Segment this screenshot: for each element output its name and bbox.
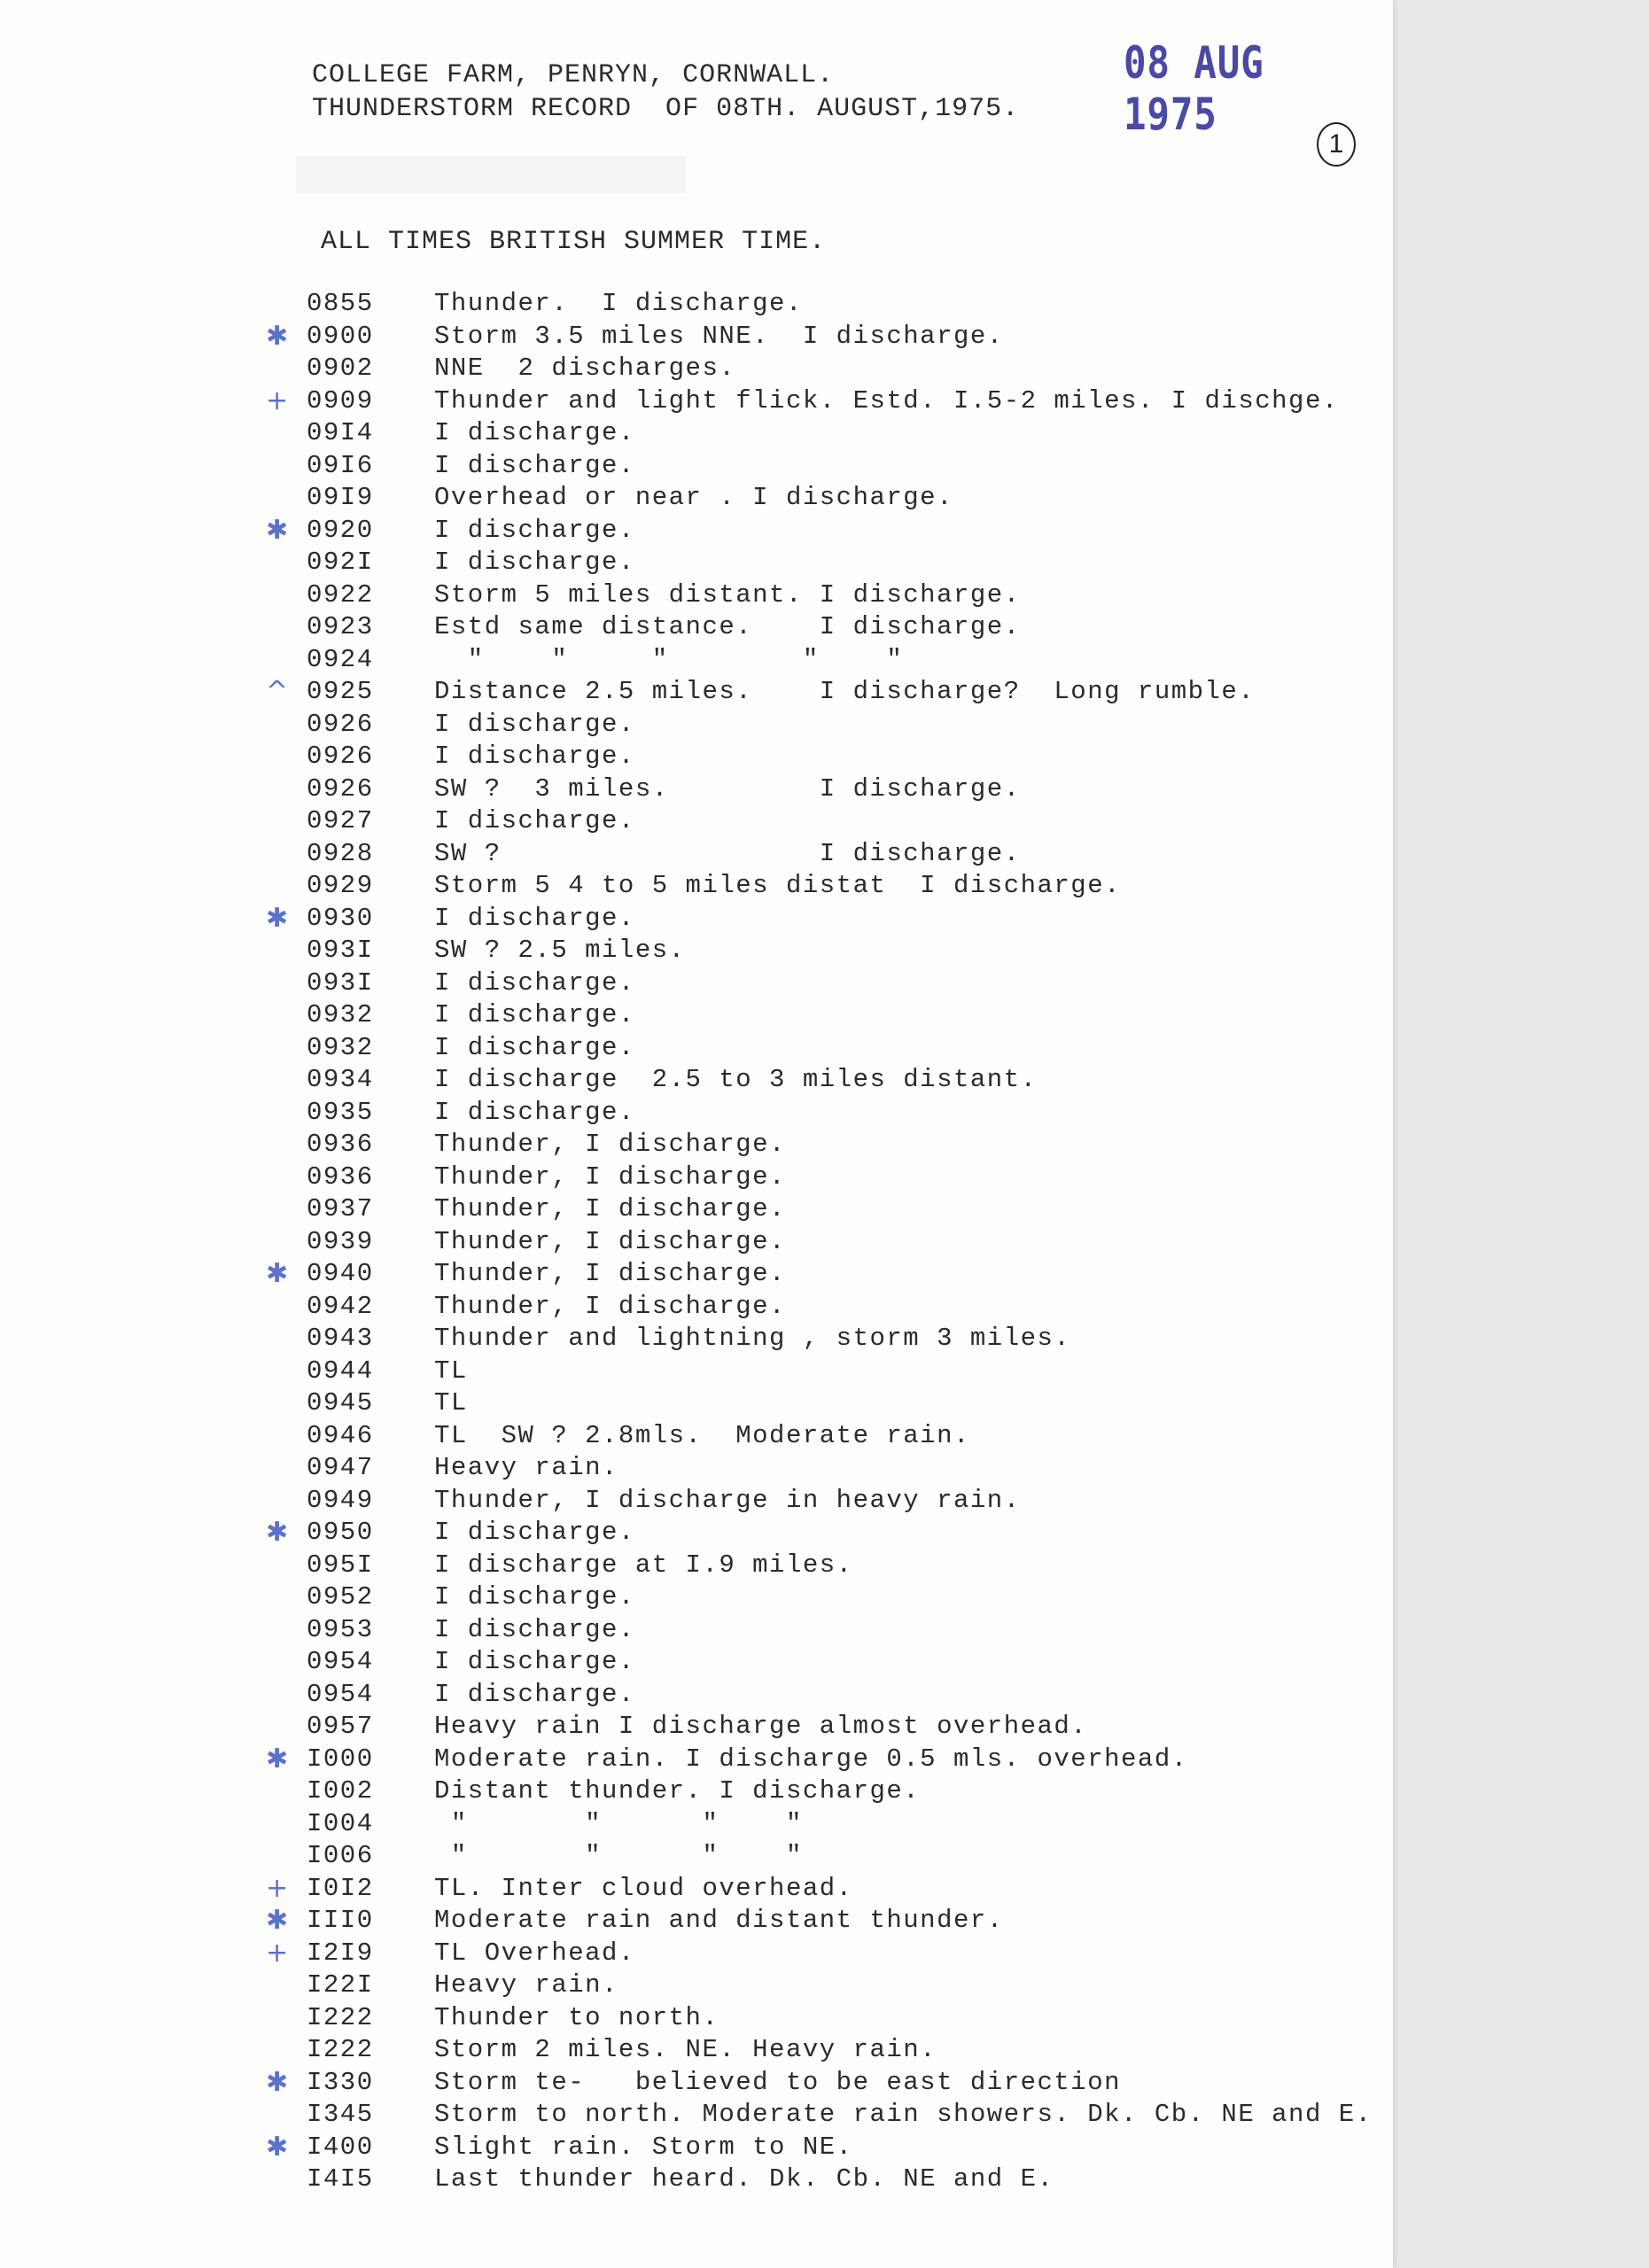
entry-text: I discharge. xyxy=(434,1097,635,1127)
entry-text: Thunder, I discharge in heavy rain. xyxy=(434,1485,1021,1515)
log-entry xyxy=(0,1065,1393,1098)
entry-text: Thunder, I discharge. xyxy=(434,1259,786,1288)
entry-text: Heavy rain. xyxy=(434,1453,618,1482)
entry-text: I discharge. xyxy=(434,1518,635,1547)
log-entry xyxy=(0,1938,1393,1971)
log-entry xyxy=(0,2164,1393,2197)
log-entry xyxy=(0,1324,1393,1356)
entry-time: 0929 xyxy=(307,871,374,900)
log-entry xyxy=(0,1744,1393,1777)
entry-time: 0928 xyxy=(307,838,374,868)
entry-time: 0925 xyxy=(307,677,374,706)
entry-time: III0 xyxy=(307,1906,374,1935)
entry-time: I000 xyxy=(307,1744,374,1774)
entry-text: Thunder to north. xyxy=(434,2002,719,2032)
entry-time: 0947 xyxy=(307,1453,374,1482)
entry-time: 0924 xyxy=(307,644,374,674)
entry-text: " " " " xyxy=(434,1808,803,1838)
entry-text: Thunder and light flick. Estd. I.5-2 miles. I dischge. xyxy=(434,385,1339,416)
entry-text: Heavy rain I discharge almost overhead. xyxy=(434,1712,1088,1741)
entry-text: I discharge. xyxy=(434,903,635,933)
entry-text: Last thunder heard. Dk. Cb. NE and E. xyxy=(434,2164,1054,2194)
entry-time: 0943 xyxy=(307,1324,374,1353)
entry-time: 0920 xyxy=(307,515,374,545)
entry-text: I discharge. xyxy=(434,515,635,545)
entry-text: Distant thunder. I discharge. xyxy=(434,1776,921,1806)
entry-text: I discharge. xyxy=(434,418,635,447)
log-entry xyxy=(0,2035,1393,2068)
entry-time: 0936 xyxy=(307,1130,374,1159)
entry-time: 0922 xyxy=(307,579,374,610)
entry-time: 0855 xyxy=(307,289,374,318)
entry-text: Estd same distance. I discharge. xyxy=(434,612,1021,641)
log-entries xyxy=(0,289,1393,2197)
log-entry xyxy=(0,1809,1393,1842)
log-entry xyxy=(0,1550,1393,1583)
entry-time: 092I xyxy=(307,548,374,577)
annotation-mark: ^ xyxy=(266,676,290,707)
log-entry xyxy=(0,1356,1393,1389)
entry-time: 0926 xyxy=(307,709,374,739)
entry-time: 0954 xyxy=(307,1679,374,1709)
entry-time: I22I xyxy=(307,1970,374,2000)
log-entry xyxy=(0,1292,1393,1324)
log-entry xyxy=(0,1582,1393,1615)
log-entry xyxy=(0,1615,1393,1648)
annotation-mark: ✱ xyxy=(266,1905,290,1936)
entry-text: TL Overhead. xyxy=(434,1938,635,1968)
annotation-mark: ✱ xyxy=(266,514,290,546)
log-entry xyxy=(0,1518,1393,1550)
entry-text: Storm to north. Moderate rain showers. Dk. Cb. NE and E. xyxy=(434,2100,1373,2129)
entry-time: 0945 xyxy=(307,1388,374,1418)
log-entry xyxy=(0,839,1393,872)
entry-text: " " " " xyxy=(434,1841,803,1870)
entry-text: Thunder. I discharge. xyxy=(434,289,803,318)
entry-text: SW ? 3 miles. I discharge. xyxy=(434,773,1021,804)
entry-time: 0953 xyxy=(307,1614,374,1644)
entry-text: Moderate rain and distant thunder. xyxy=(434,1906,1004,1935)
log-entry xyxy=(0,1388,1393,1421)
entry-time: 0926 xyxy=(307,742,374,771)
annotation-mark: ✱ xyxy=(266,1258,290,1289)
log-entry xyxy=(0,1874,1393,1907)
log-entry xyxy=(0,1421,1393,1454)
log-entry xyxy=(0,2003,1393,2036)
entry-text: NNE 2 discharges. xyxy=(434,353,736,383)
entry-text: SW ? 2.5 miles. xyxy=(434,936,686,965)
entry-text: I discharge. xyxy=(434,1000,635,1029)
log-entry xyxy=(0,1227,1393,1260)
log-entry xyxy=(0,1647,1393,1680)
log-entry xyxy=(0,1776,1393,1809)
entry-time: 0930 xyxy=(307,903,374,933)
entry-text: Thunder, I discharge. xyxy=(434,1130,786,1159)
entry-time: 0935 xyxy=(307,1097,374,1127)
entry-text: I discharge. xyxy=(434,742,635,771)
entry-text: Storm 5 4 to 5 miles distat I discharge. xyxy=(434,871,1122,900)
log-entry xyxy=(0,710,1393,742)
entry-time: 0950 xyxy=(307,1518,374,1547)
entry-text: Overhead or near . I discharge. xyxy=(434,483,953,512)
log-entry xyxy=(0,1906,1393,1938)
annotation-mark: ✱ xyxy=(266,2131,290,2163)
log-entry xyxy=(0,936,1393,968)
entry-text: " " " " " xyxy=(434,644,904,674)
entry-text: TL xyxy=(434,1355,468,1386)
entry-text: I discharge. xyxy=(434,1679,635,1709)
log-entry xyxy=(0,677,1393,710)
log-entry xyxy=(0,1098,1393,1130)
entry-text: I discharge 2.5 to 3 miles distant. xyxy=(434,1065,1038,1094)
entry-time: 0909 xyxy=(307,385,374,416)
entry-time: I002 xyxy=(307,1776,374,1806)
annotation-mark: ✱ xyxy=(266,1743,290,1775)
entry-time: 0946 xyxy=(307,1420,374,1450)
log-entry xyxy=(0,580,1393,613)
date-stamp: 08 AUG 1975 xyxy=(1124,37,1264,140)
entry-time: 09I9 xyxy=(307,483,374,512)
entry-time: 0934 xyxy=(307,1065,374,1094)
entry-text: I discharge. xyxy=(434,1647,635,1676)
entry-text: I discharge. xyxy=(434,806,635,835)
annotation-mark: + xyxy=(266,1872,290,1904)
entry-text: Storm 2 miles. NE. Heavy rain. xyxy=(434,2035,937,2064)
entry-time: 0936 xyxy=(307,1161,374,1192)
entry-time: 0923 xyxy=(307,612,374,641)
log-entry xyxy=(0,2068,1393,2101)
log-entry xyxy=(0,806,1393,839)
entry-time: 0940 xyxy=(307,1259,374,1288)
log-entry xyxy=(0,289,1393,322)
annotation-mark: ✱ xyxy=(266,320,290,352)
entry-text: I discharge. xyxy=(434,1614,635,1644)
header-title: THUNDERSTORM RECORD OF 08TH. AUGUST,1975. xyxy=(312,94,1020,124)
entry-text: Moderate rain. I discharge 0.5 mls. overhead. xyxy=(434,1744,1188,1774)
entry-time: I006 xyxy=(307,1841,374,1870)
entry-time: I004 xyxy=(307,1808,374,1838)
log-entry xyxy=(0,1841,1393,1874)
entry-time: 09I6 xyxy=(307,450,374,480)
entry-time: 0954 xyxy=(307,1647,374,1676)
log-entry xyxy=(0,968,1393,1001)
entry-text: Distance 2.5 miles. I discharge? Long rumble. xyxy=(434,677,1256,706)
entry-time: 0900 xyxy=(307,321,374,351)
entry-text: Storm te- believed to be east direction xyxy=(434,2067,1122,2097)
entry-time: I222 xyxy=(307,2035,374,2064)
entry-text: Thunder, I discharge. xyxy=(434,1194,786,1223)
log-entry xyxy=(0,322,1393,354)
entry-time: 0957 xyxy=(307,1712,374,1741)
log-entry xyxy=(0,516,1393,548)
entry-time: 0927 xyxy=(307,806,374,835)
log-entry xyxy=(0,645,1393,678)
entry-time: 0949 xyxy=(307,1485,374,1515)
entry-text: I discharge. xyxy=(434,709,635,739)
entry-text: Storm 3.5 miles NNE. I discharge. xyxy=(434,321,1004,351)
log-entry xyxy=(0,742,1393,774)
annotation-mark: ✱ xyxy=(266,2066,290,2098)
entry-time: 0942 xyxy=(307,1291,374,1321)
entry-time: 0939 xyxy=(307,1226,374,1256)
entry-time: 0902 xyxy=(307,353,374,383)
entry-time: I345 xyxy=(307,2100,374,2129)
entry-time: 093I xyxy=(307,936,374,965)
entry-time: 0926 xyxy=(307,773,374,804)
log-entry xyxy=(0,1259,1393,1292)
entry-text: I discharge. xyxy=(434,450,635,480)
log-entry xyxy=(0,483,1393,516)
page-number: 1 xyxy=(1317,122,1356,167)
entry-time: 09I4 xyxy=(307,418,374,447)
header-location: COLLEGE FARM, PENRYN, CORNWALL. xyxy=(312,60,835,90)
log-entry xyxy=(0,1130,1393,1162)
entry-text: I discharge. xyxy=(434,967,635,998)
entry-text: I discharge at I.9 miles. xyxy=(434,1550,853,1580)
entry-time: 0944 xyxy=(307,1355,374,1386)
entry-time: 093I xyxy=(307,967,374,998)
entry-time: I0I2 xyxy=(307,1873,374,1903)
log-entry xyxy=(0,1194,1393,1227)
log-entry xyxy=(0,1970,1393,2003)
entry-text: I discharge. xyxy=(434,548,635,577)
log-entry xyxy=(0,1000,1393,1033)
log-entry xyxy=(0,2132,1393,2165)
entry-time: 0932 xyxy=(307,1032,374,1062)
log-entry xyxy=(0,1162,1393,1195)
log-entry xyxy=(0,1680,1393,1713)
annotation-mark: + xyxy=(266,1937,290,1969)
log-entry xyxy=(0,548,1393,580)
log-entry xyxy=(0,353,1393,386)
log-entry xyxy=(0,386,1393,419)
entry-text: I discharge. xyxy=(434,1582,635,1612)
entry-time: I222 xyxy=(307,2002,374,2032)
entry-text: TL SW ? 2.8mls. Moderate rain. xyxy=(434,1420,970,1450)
entry-time: I2I9 xyxy=(307,1938,374,1968)
entry-text: Thunder, I discharge. xyxy=(434,1161,786,1192)
faint-strikeout-smudge xyxy=(296,156,686,193)
log-entry xyxy=(0,418,1393,451)
entry-text: I discharge. xyxy=(434,1032,635,1062)
times-note: ALL TIMES BRITISH SUMMER TIME. xyxy=(321,227,827,257)
entry-time: 0932 xyxy=(307,1000,374,1029)
annotation-mark: ✱ xyxy=(266,902,290,934)
log-entry xyxy=(0,871,1393,904)
log-entry xyxy=(0,612,1393,645)
entry-text: TL. Inter cloud overhead. xyxy=(434,1873,853,1903)
log-entry xyxy=(0,1486,1393,1518)
annotation-mark: ✱ xyxy=(266,1517,290,1548)
entry-time: I400 xyxy=(307,2132,374,2162)
log-entry xyxy=(0,774,1393,807)
annotation-mark: + xyxy=(266,384,290,416)
log-entry xyxy=(0,904,1393,936)
entry-text: TL xyxy=(434,1388,468,1418)
entry-time: 095I xyxy=(307,1550,374,1580)
entry-text: SW ? I discharge. xyxy=(434,838,1021,868)
entry-text: Thunder, I discharge. xyxy=(434,1291,786,1321)
log-entry xyxy=(0,1453,1393,1486)
entry-time: 0952 xyxy=(307,1582,374,1612)
log-entry xyxy=(0,451,1393,484)
log-entry xyxy=(0,1033,1393,1066)
log-entry xyxy=(0,2100,1393,2132)
entry-text: Slight rain. Storm to NE. xyxy=(434,2132,853,2162)
entry-time: I4I5 xyxy=(307,2164,374,2194)
log-entry xyxy=(0,1712,1393,1744)
entry-text: Thunder, I discharge. xyxy=(434,1226,786,1256)
entry-time: I330 xyxy=(307,2067,374,2097)
entry-text: Heavy rain. xyxy=(434,1970,618,2000)
entry-text: Storm 5 miles distant. I discharge. xyxy=(434,579,1021,610)
entry-time: 0937 xyxy=(307,1194,374,1223)
entry-text: Thunder and lightning , storm 3 miles. xyxy=(434,1324,1071,1353)
